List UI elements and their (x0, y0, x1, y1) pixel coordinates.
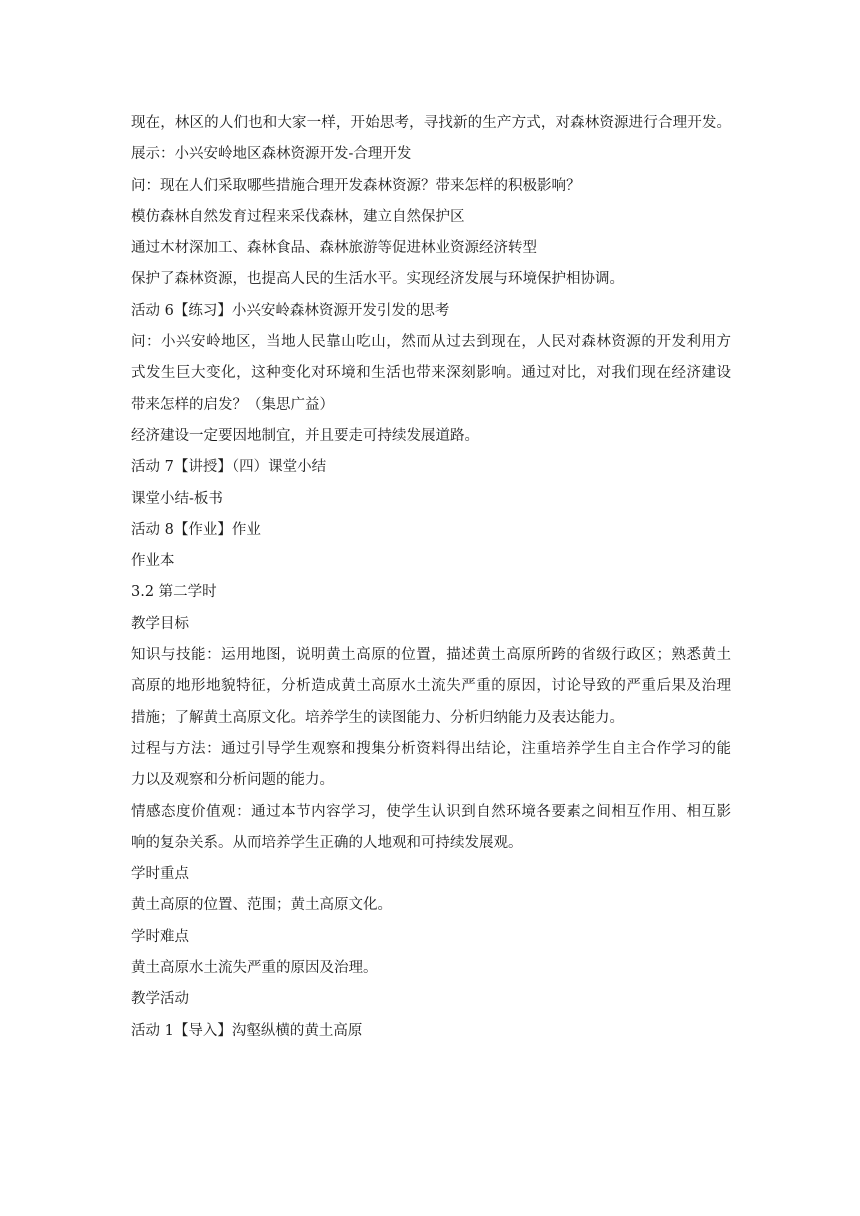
text-line: 学时难点 (131, 928, 189, 945)
text-line: 展示：小兴安岭地区森林资源开发-合理开发 (131, 146, 412, 163)
text-line: 情感态度价值观：通过本节内容学习，使学生认识到自然环境各要素之间相互作用、相互影 (131, 803, 731, 820)
text-line: 学时重点 (131, 866, 189, 883)
text-line: 高原的地形地貌特征，分析造成黄土高原水土流失严重的原因，讨论导致的严重后果及治理 (131, 678, 731, 695)
text-line: 黄土高原的位置、范围；黄土高原文化。 (131, 897, 392, 914)
text-line: 作业本 (131, 553, 175, 570)
text-line: 过程与方法：通过引导学生观察和搜集分析资料得出结论，注重培养学生自主合作学习的能 (131, 740, 731, 757)
text-line: 课堂小结-板书 (131, 490, 223, 507)
text-line: 响的复杂关系。从而培养学生正确的人地观和可持续发展观。 (131, 834, 523, 851)
text-line: 力以及观察和分析问题的能力。 (131, 772, 334, 789)
text-line: 问：现在人们采取哪些措施合理开发森林资源？带来怎样的积极影响？ (131, 177, 581, 194)
text-line: 活动 8【作业】作业 (131, 521, 261, 538)
text-line: 问：小兴安岭地区，当地人民靠山吃山，然而从过去到现在，人民对森林资源的开发利用方 (131, 334, 731, 351)
text-line: 现在，林区的人们也和大家一样，开始思考，寻找新的生产方式，对森林资源进行合理开发。 (131, 115, 731, 131)
document-body (131, 108, 731, 1047)
text-line: 模仿森林自然发育过程来采伐森林，建立自然保护区 (131, 208, 465, 225)
text-line: 经济建设一定要因地制宜，并且要走可持续发展道路。 (131, 427, 479, 444)
text-line: 活动 7【讲授】（四）课堂小结 (131, 459, 327, 476)
text-line: 活动 1【导入】沟壑纵横的黄土高原 (131, 1022, 363, 1039)
text-line: 教学目标 (131, 615, 189, 632)
text-line: 黄土高原水土流失严重的原因及治理。 (131, 960, 378, 977)
text-line: 通过木材深加工、森林食品、森林旅游等促进林业资源经济转型 (131, 240, 537, 257)
text-line: 知识与技能：运用地图，说明黄土高原的位置，描述黄土高原所跨的省级行政区；熟悉黄土 (131, 647, 731, 664)
text-line: 3.2 第二学时 (131, 584, 217, 601)
text-line: 教学活动 (131, 991, 189, 1008)
text-line: 带来怎样的启发？（集思广益） (131, 396, 334, 413)
text-line: 式发生巨大变化，这种变化对环境和生活也带来深刻影响。通过对比，对我们现在经济建设 (131, 365, 731, 382)
text-line: 措施；了解黄土高原文化。培养学生的读图能力、分析归纳能力及表达能力。 (131, 709, 624, 726)
text-line: 保护了森林资源，也提高人民的生活水平。实现经济发展与环境保护相协调。 (131, 271, 624, 288)
text-line: 活动 6【练习】小兴安岭森林资源开发引发的思考 (131, 302, 450, 319)
